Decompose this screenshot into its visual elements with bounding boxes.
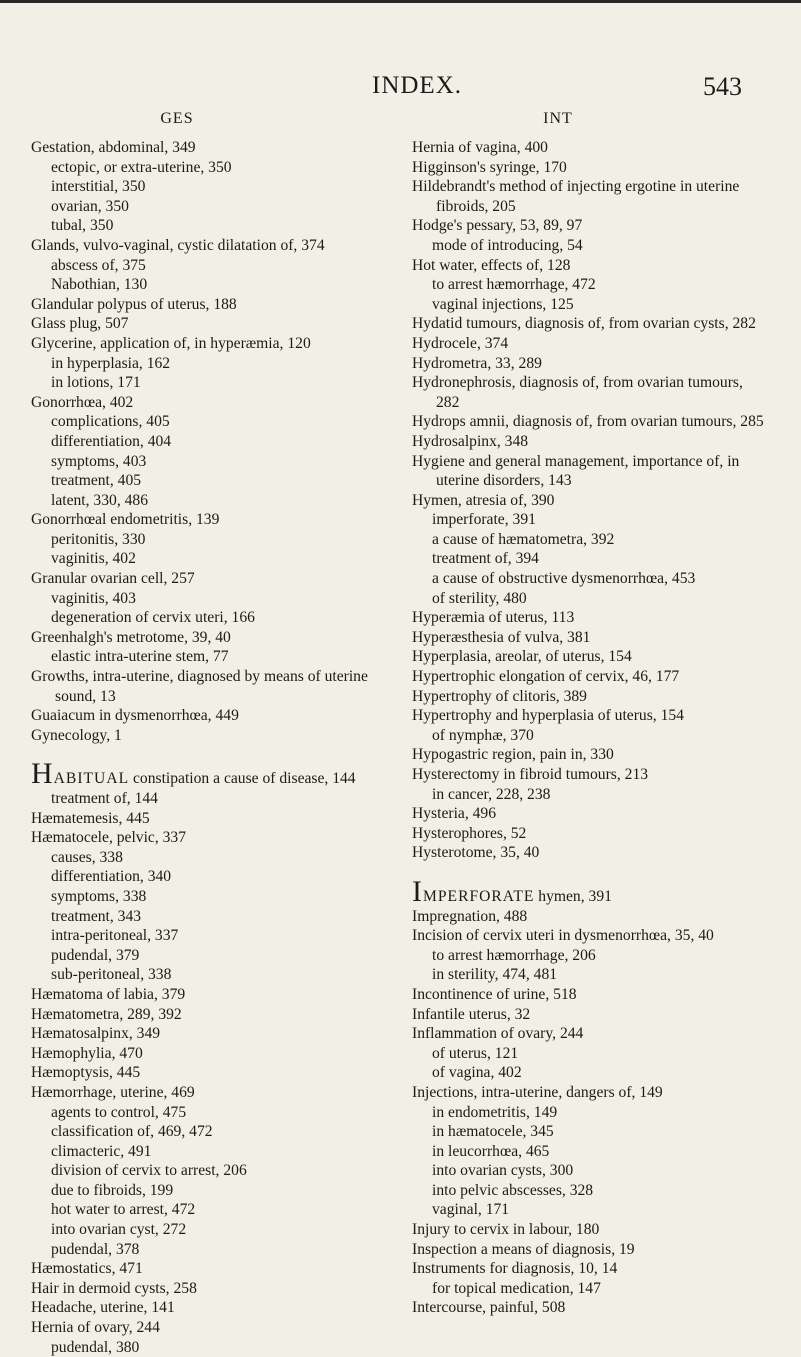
index-entry: hot water to arrest, 472 <box>51 1201 196 1219</box>
section-heading-word: MPERFORATE <box>423 887 535 905</box>
index-entry: Glandular polypus of uterus, 188 <box>31 295 237 313</box>
index-entry: peritonitis, 330 <box>51 530 146 548</box>
index-entry: Hypertrophy of clitoris, 389 <box>412 687 587 705</box>
index-entry: Hysterectomy in fibroid tumours, 213 <box>412 766 649 783</box>
index-entry: a cause of obstructive dysmenorrhœa, 453 <box>432 570 696 588</box>
index-entry: abscess of, 375 <box>51 256 146 274</box>
index-entry: for topical medication, 147 <box>432 1279 601 1297</box>
index-entry: mode of introducing, 54 <box>432 236 583 254</box>
index-entry: Glycerine, application of, in hyperæmia, 120 <box>31 334 311 352</box>
page-title: INDEX. <box>372 72 463 99</box>
index-entry: vaginal, 171 <box>432 1201 510 1219</box>
index-entry: degeneration of cervix uteri, 166 <box>51 609 255 627</box>
index-entry: Impregnation, 488 <box>412 907 528 925</box>
index-entry: due to fibroids, 199 <box>51 1181 174 1199</box>
index-entry: Gestation, abdominal, 349 <box>31 139 196 156</box>
index-entry: Hyperplasia, areolar, of uterus, 154 <box>412 648 632 666</box>
index-entry: Gynecology, 1 <box>31 726 122 744</box>
index-entry: Hæmatometra, 289, 392 <box>31 1005 182 1023</box>
guide-word-left: GES <box>160 110 194 127</box>
right-column <box>412 110 764 1318</box>
index-entry: Hildebrandt's method of injecting ergotine in uterine fibroids, 205 <box>412 178 740 215</box>
index-entry: into ovarian cyst, 272 <box>51 1221 187 1239</box>
index-entry: symptoms, 403 <box>51 452 147 470</box>
index-entry: Hæmostatics, 471 <box>31 1260 143 1278</box>
index-entry: Hydrops amnii, diagnosis of, from ovarian tumours, 285 <box>412 413 764 431</box>
index-entry: Injury to cervix in labour, 180 <box>412 1221 600 1239</box>
index-entry: in lotions, 171 <box>51 374 141 392</box>
index-entry: Greenhalgh's metrotome, 39, 40 <box>31 628 231 646</box>
left-column <box>31 110 383 1357</box>
index-entry: Intercourse, painful, 508 <box>412 1299 566 1317</box>
index-entry: differentiation, 404 <box>51 432 172 450</box>
index-entry: Hyperæsthesia of vulva, 381 <box>412 628 591 646</box>
index-entry: Hysterophores, 52 <box>412 824 527 842</box>
index-entry <box>412 874 764 908</box>
index-entry: treatment of, 394 <box>432 550 539 568</box>
section-initial: I <box>412 874 423 908</box>
index-entry: to arrest hæmorrhage, 206 <box>432 946 596 964</box>
index-entry: Hydatid tumours, diagnosis of, from ovarian cysts, 282 <box>412 315 756 333</box>
index-entry: Hypertrophic elongation of cervix, 46, 177 <box>412 668 680 686</box>
index-entry: sub-peritoneal, 338 <box>51 966 172 984</box>
index-entry: elastic intra-uterine stem, 77 <box>51 648 229 666</box>
index-entry: ovarian, 350 <box>51 197 129 215</box>
index-entry: of uterus, 121 <box>432 1044 519 1062</box>
index-entry: Gonorrhœal endometritis, 139 <box>31 511 220 529</box>
index-entry: pudendal, 379 <box>51 946 140 964</box>
index-entry: pudendal, 378 <box>51 1240 140 1258</box>
index-entry: vaginal injections, 125 <box>432 295 574 313</box>
index-entry: imperforate, 391 <box>432 511 536 529</box>
index-entry: Hair in dermoid cysts, 258 <box>31 1279 197 1297</box>
index-entry: in leucorrhœa, 465 <box>432 1142 550 1160</box>
index-entry: Hæmorrhage, uterine, 469 <box>31 1083 195 1101</box>
index-entry: agents to control, 475 <box>51 1103 187 1121</box>
index-entry: in hyperplasia, 162 <box>51 354 171 372</box>
index-entry: Hygiene and general management, importance of, in uterine disorders, 143 <box>412 452 740 490</box>
index-entry: in cancer, 228, 238 <box>432 785 551 803</box>
index-entry: of vagina, 402 <box>432 1064 522 1082</box>
index-entry: Inflammation of ovary, 244 <box>412 1025 584 1043</box>
index-entry: symptoms, 338 <box>51 887 147 905</box>
index-entry: Hodge's pessary, 53, 89, 97 <box>412 217 583 235</box>
index-entry: Hysteria, 496 <box>412 805 497 823</box>
index-entry: in hæmatocele, 345 <box>432 1123 554 1141</box>
index-entry: Hyperæmia of uterus, 113 <box>412 609 575 627</box>
index-entry: Inspection a means of diagnosis, 19 <box>412 1240 635 1258</box>
index-entry: Hot water, effects of, 128 <box>412 256 571 274</box>
index-entry: division of cervix to arrest, 206 <box>51 1162 247 1180</box>
index-entry: causes, 338 <box>51 848 123 866</box>
index-entry: Infantile uterus, 32 <box>412 1005 531 1023</box>
index-entry: Gonorrhœa, 402 <box>31 393 134 411</box>
top-rule <box>0 0 801 3</box>
index-entry: into ovarian cysts, 300 <box>432 1162 574 1180</box>
index-entry: Hæmatocele, pelvic, 337 <box>31 829 187 847</box>
index-entry: treatment, 405 <box>51 472 142 490</box>
index-entry: Hypogastric region, pain in, 330 <box>412 746 614 764</box>
index-entry: Hydrosalpinx, 348 <box>412 432 529 450</box>
index-entry: tubal, 350 <box>51 217 114 235</box>
index-entry: Hæmatoma of labia, 379 <box>31 985 186 1003</box>
index-entry: climacteric, 491 <box>51 1142 152 1160</box>
index-entry: Incontinence of urine, 518 <box>412 985 577 1003</box>
index-entry <box>31 757 383 791</box>
index-entry: Hernia of vagina, 400 <box>412 139 548 156</box>
index-entry: Nabothian, 130 <box>51 276 148 294</box>
index-entry: vaginitis, 403 <box>51 589 136 607</box>
index-entry: treatment of, 144 <box>51 790 158 807</box>
running-head <box>0 72 801 102</box>
index-entry: Instruments for diagnosis, 10, 14 <box>412 1260 618 1278</box>
index-entry: of sterility, 480 <box>432 589 527 607</box>
index-entry: latent, 330, 486 <box>51 491 149 509</box>
index-entry: Glands, vulvo-vaginal, cystic dilatation of, 374 <box>31 236 325 254</box>
index-entry: interstitial, 350 <box>51 178 146 196</box>
index-entry: treatment, 343 <box>51 907 142 925</box>
index-entry: vaginitis, 402 <box>51 550 136 568</box>
index-entry: Headache, uterine, 141 <box>31 1299 175 1317</box>
index-entry: of nymphæ, 370 <box>432 726 534 744</box>
index-entry: a cause of hæmatometra, 392 <box>432 530 615 548</box>
entry-text: hymen, 391 <box>534 887 612 905</box>
index-entry: Incision of cervix uteri in dysmenorrhœa, 35, 40 <box>412 927 714 945</box>
index-entry: Hæmoptysis, 445 <box>31 1064 141 1082</box>
section-initial: H <box>31 757 54 791</box>
index-entry: Hysterotome, 35, 40 <box>412 844 540 862</box>
index-entry: Hæmophylia, 470 <box>31 1044 143 1062</box>
index-entry: intra-peritoneal, 337 <box>51 927 179 945</box>
index-entry: complications, 405 <box>51 413 170 431</box>
index-entry: Hydronephrosis, diagnosis of, from ovarian tumours, 282 <box>412 374 743 411</box>
index-entry: Injections, intra-uterine, dangers of, 149 <box>412 1083 663 1101</box>
index-entry: into pelvic abscesses, 328 <box>432 1181 594 1199</box>
index-entry: classification of, 469, 472 <box>51 1123 213 1141</box>
page-number: 543 <box>703 72 742 101</box>
index-entry: Hernia of ovary, 244 <box>31 1319 160 1337</box>
index-entry: Glass plug, 507 <box>31 315 129 333</box>
index-entry: in sterility, 474, 481 <box>432 966 558 984</box>
index-entry: to arrest hæmorrhage, 472 <box>432 276 596 294</box>
index-entry: differentiation, 340 <box>51 868 172 886</box>
index-entry: Hæmatosalpinx, 349 <box>31 1025 161 1043</box>
index-entry: ectopic, or extra-uterine, 350 <box>51 158 232 176</box>
index-entry: Hæmatemesis, 445 <box>31 809 150 827</box>
index-entry: Hymen, atresia of, 390 <box>412 491 555 509</box>
index-entry: Hydrocele, 374 <box>412 334 509 352</box>
entry-text: constipation a cause of disease, 144 <box>129 770 356 788</box>
index-entry: Guaiacum in dysmenorrhœa, 449 <box>31 707 239 725</box>
guide-word-right: INT <box>543 110 573 127</box>
index-entry: Granular ovarian cell, 257 <box>31 570 195 588</box>
index-entry: Growths, intra-uterine, diagnosed by means of uterine sound, 13 <box>31 668 368 705</box>
index-entry: in endometritis, 149 <box>432 1103 558 1121</box>
section-heading-word: ABITUAL <box>53 770 130 788</box>
index-entry: Hypertrophy and hyperplasia of uterus, 154 <box>412 707 684 725</box>
index-entry: Higginson's syringe, 170 <box>412 158 567 176</box>
index-entry: Hydrometra, 33, 289 <box>412 354 542 372</box>
index-entry: pudendal, 380 <box>51 1338 140 1356</box>
